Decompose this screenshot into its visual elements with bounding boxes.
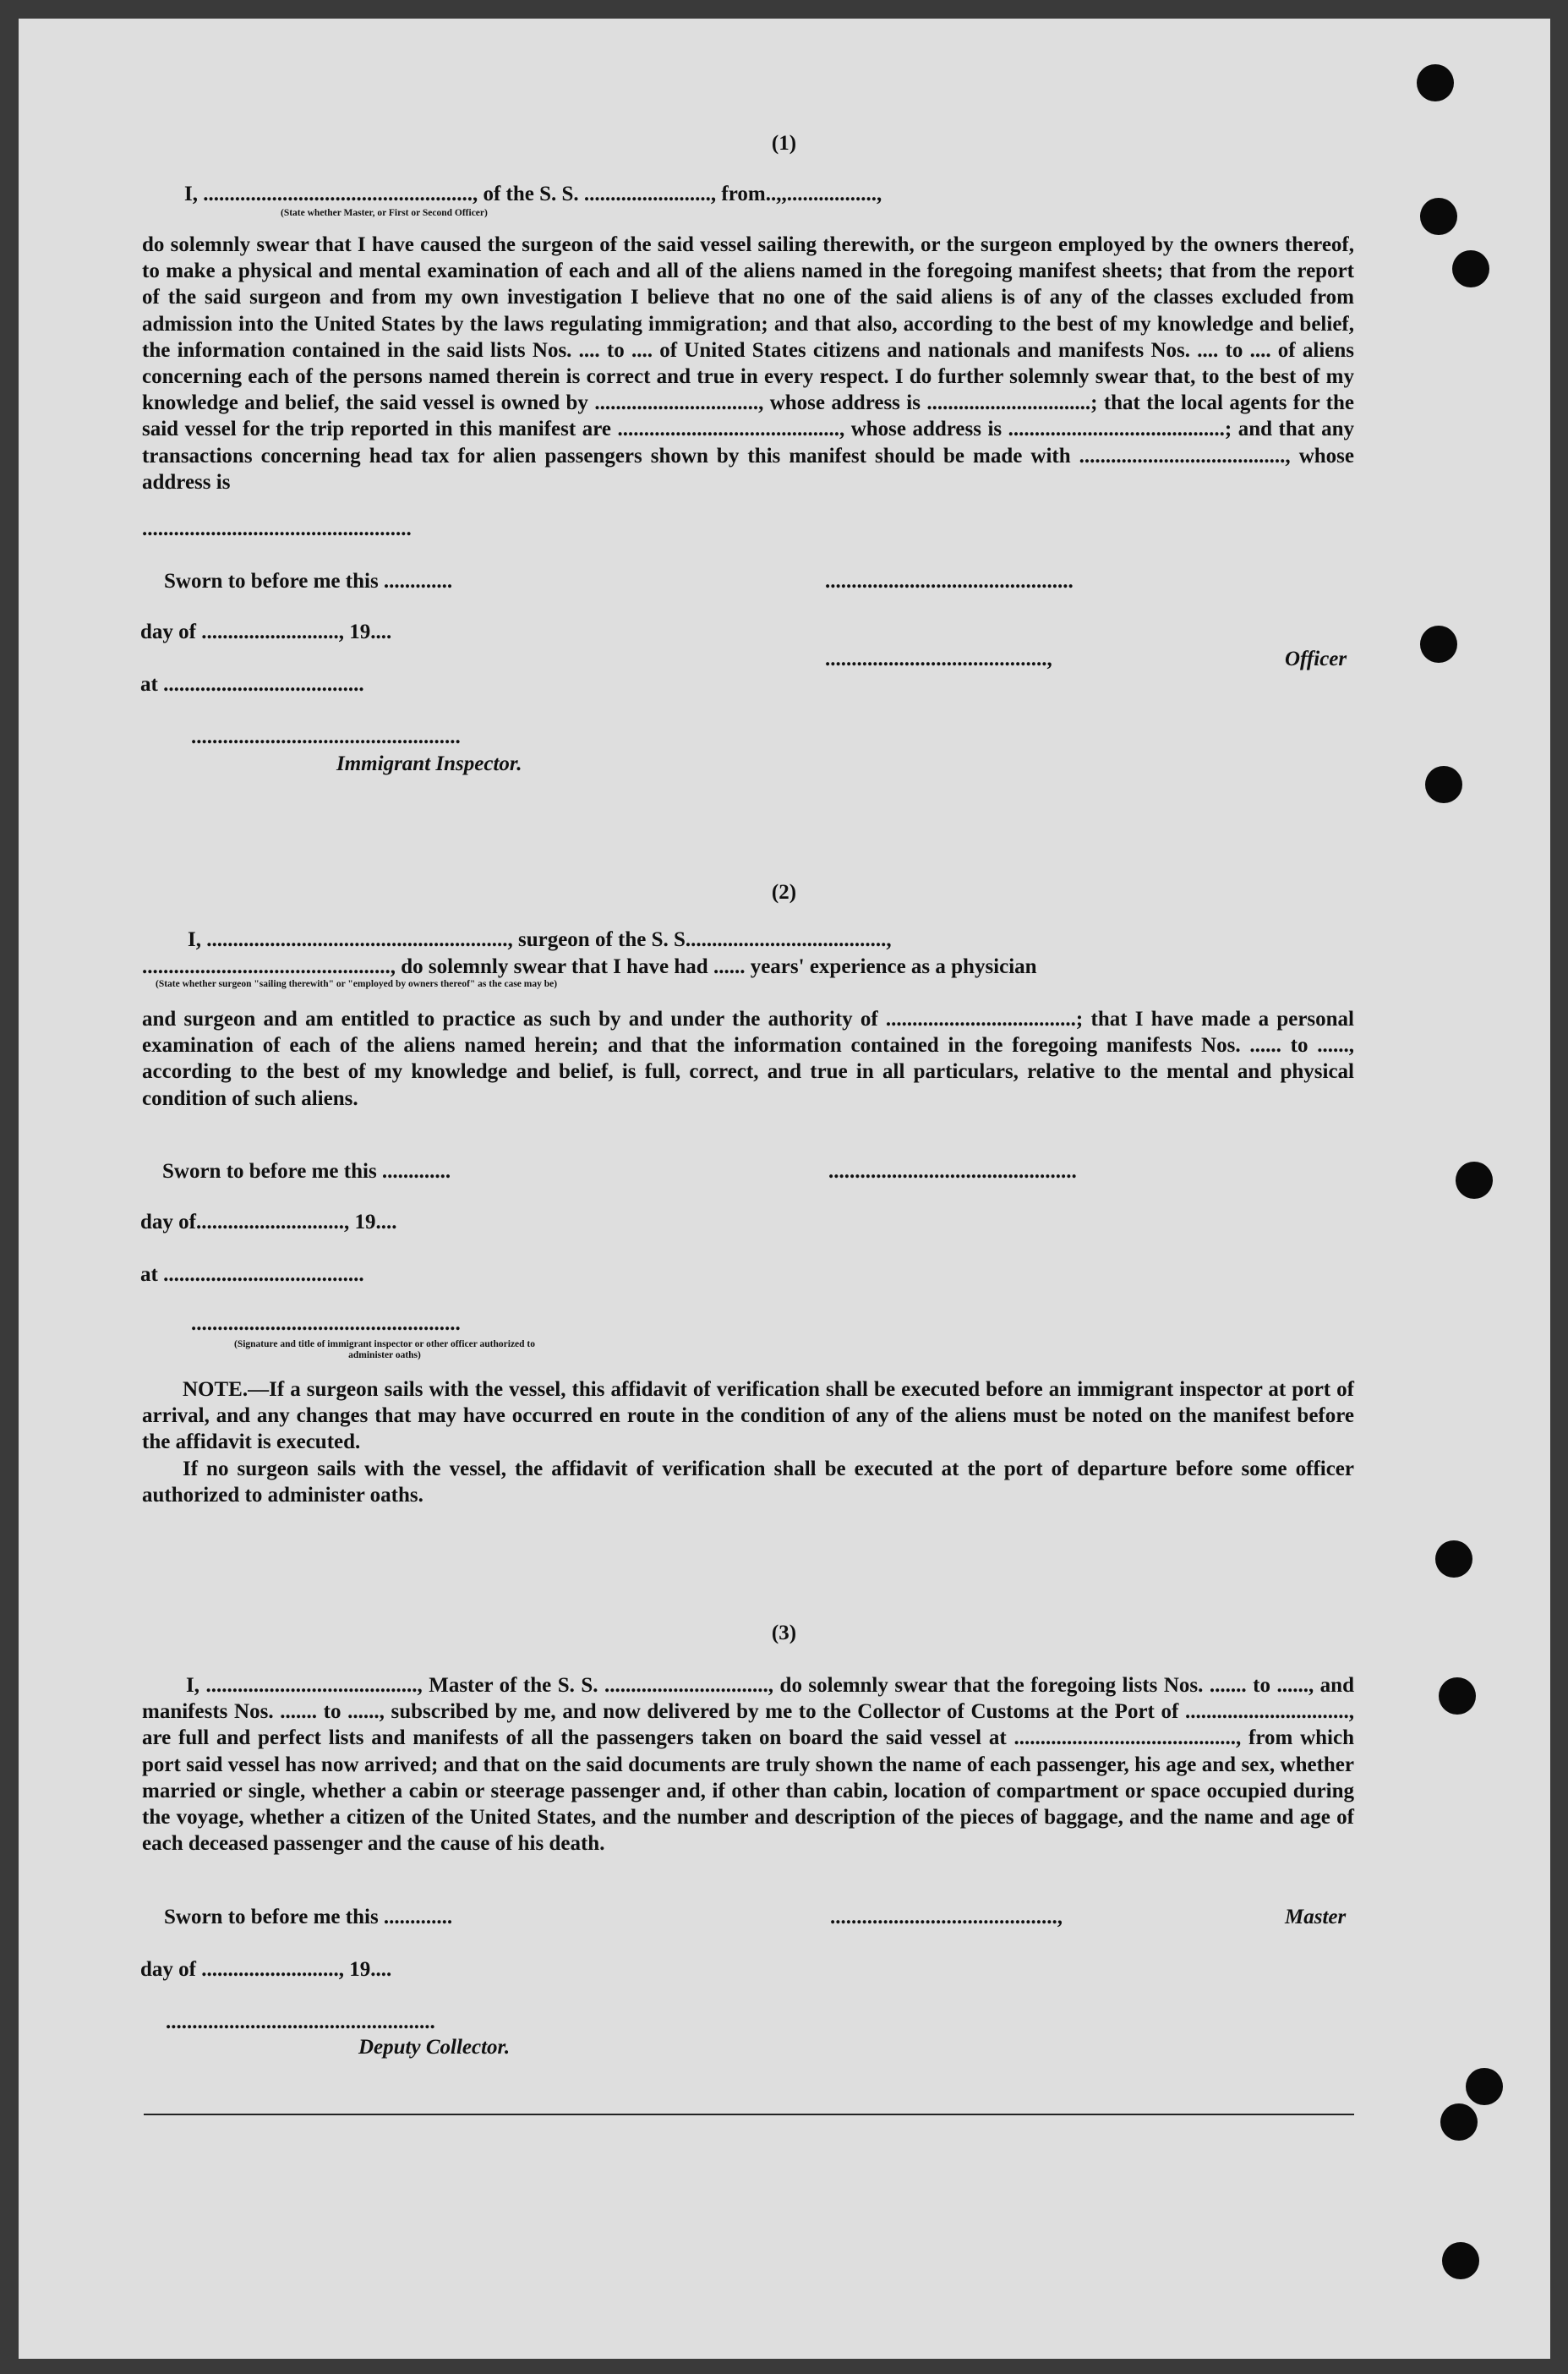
- section-2-signature2-note: (Signature and title of immigrant inspector or other officer authorized to administer oaths): [233, 1339, 536, 1360]
- punch-hole: [1439, 1677, 1476, 1715]
- note-text: —If a surgeon sails with the vessel, this affidavit of verification shall be executed before an immigrant inspector at port of arrival, and any changes that may have occurred en route in the condition of any of the aliens must be noted on the manifest before the affidavit is executed.: [142, 1378, 1354, 1454]
- section-2-line1: I, ........................................................., surgeon of the S. S......................................,: [188, 928, 892, 951]
- punch-hole: [1452, 250, 1489, 287]
- punch-hole: [1425, 766, 1462, 803]
- note-label: NOTE.: [183, 1378, 249, 1401]
- section-1-heading: (1): [771, 132, 797, 155]
- section-1-officer-note: (State whether Master, or First or Second Officer): [281, 208, 488, 218]
- section-2-signature-line: ...............................................: [828, 1160, 1077, 1183]
- section-3-body: I, ........................................, Master of the S. S. ..............................., do solemnly swear that the foregoing lists Nos. ....... to ......, and manifests Nos. ....... to ......, subscribed by me, and now delivered by me to the Collector of Customs at the Port of ..............................., are full and perfect lists and manifests of all the passengers taken on board the said vessel at .........................................., from which port said vessel has now arrived; and that on the said documents are truly shown the name of each passenger, his age and sex, whether married or single, whether a cabin or steerage passenger and, if other than cabin, location of compartment or space occupied during the voyage, whether a citizen of the United States, and the number and description of the pieces of baggage, and the name and age of each deceased passenger and the cause of his death.: [142, 1674, 1354, 1856]
- punch-hole: [1420, 626, 1457, 663]
- section-3-master-dots: ...........................................,: [830, 1906, 1063, 1928]
- punch-hole: [1466, 2068, 1503, 2105]
- section-3-collector-label: Deputy Collector.: [358, 2036, 511, 2059]
- section-1-officer-label: Officer: [1285, 648, 1347, 670]
- section-1-inspector-label: Immigrant Inspector.: [336, 752, 522, 775]
- section-1-oath-text: do solemnly swear that I have caused the surgeon of the said vessel sailing therewith, or the surgeon employed by the owners thereof, to make a physical and mental examination of each and all of the aliens named in the foregoing manifest sheets; that from the report of the said surgeon and from my own investigation I believe that no one of the said aliens is of any of the classes excluded from admission into the United States by the laws regulating immigration; and that also, according to the best of my knowledge and belief, the information contained in the said lists Nos. .... to .... of United States citizens and nationals and manifests Nos. .... to .... of aliens concerning each of the persons named therein is correct and true in every respect. I do further solemnly swear that, to the best of my knowledge and belief, the said vessel is owned by ..............................., whose address is ...............................; that the local agents for the said vessel for the trip reported in this manifest are .........................................., whose address is .........................................; and that any transactions concerning head tax for alien passengers shown by this manifest should be made with ......................................., whose address is: [142, 233, 1354, 494]
- section-3-heading: (3): [771, 1622, 797, 1644]
- punch-hole: [1420, 198, 1457, 235]
- section-2-surgeon-note: (State whether surgeon "sailing therewith" or "employed by owners thereof" as the case may be): [156, 979, 558, 989]
- section-3-oath-text: [142, 1672, 1354, 1857]
- section-2-signature2-dots: ...................................................: [191, 1312, 461, 1335]
- punch-hole: [1417, 64, 1454, 101]
- section-1-officer-dots: ..........................................,: [825, 648, 1052, 670]
- section-1-day-line: day of .........................., 19....: [140, 621, 392, 643]
- section-1-inspector-dots: ...................................................: [191, 725, 461, 748]
- bottom-rule: [144, 2114, 1354, 2115]
- punch-hole: [1435, 1540, 1472, 1578]
- section-1-trailing-dots: ...................................................: [142, 517, 412, 540]
- section-1-signature-line: ...............................................: [825, 570, 1074, 593]
- section-3-master-label: Master: [1285, 1906, 1347, 1928]
- section-2-oath-text: and surgeon and am entitled to practice as such by and under the authority of ....................................; that I have made a personal examination of each of the aliens named herein; and that the information contained in the foregoing manifests Nos. ...... to ......, according to the best of my knowledge and belief, is full, correct, and true in all particulars, relative to the mental and physical condition of such aliens.: [142, 1008, 1354, 1110]
- section-2-line2: ..............................................., do solemnly swear that I have had ...... years' experience as a physician: [142, 955, 1037, 978]
- section-2-note: [142, 1376, 1354, 1456]
- section-3-collector-dots: ...................................................: [166, 2010, 435, 2033]
- section-2-note-2: [142, 1456, 1354, 1508]
- section-2-sworn-line: Sworn to before me this .............: [162, 1160, 451, 1183]
- punch-hole: [1440, 2103, 1478, 2141]
- section-2-heading: (2): [771, 881, 797, 904]
- section-1-line1: I, ..................................................., of the S. S. ........................, from..,,.................,: [184, 183, 882, 205]
- section-1-at-line: at ......................................: [140, 673, 364, 696]
- punch-hole: [1456, 1162, 1493, 1199]
- section-2-at-line: at ......................................: [140, 1263, 364, 1286]
- section-3-day-line: day of .........................., 19....: [140, 1958, 392, 1981]
- section-1-sworn-line: Sworn to before me this .............: [164, 570, 453, 593]
- section-2-day-line: day of............................, 19....: [140, 1211, 397, 1233]
- section-3-sworn-line: Sworn to before me this .............: [164, 1906, 453, 1928]
- note2-text: If no surgeon sails with the vessel, the affidavit of verification shall be executed at the port of departure before some officer authorized to administer oaths.: [142, 1458, 1354, 1507]
- punch-hole: [1442, 2242, 1479, 2279]
